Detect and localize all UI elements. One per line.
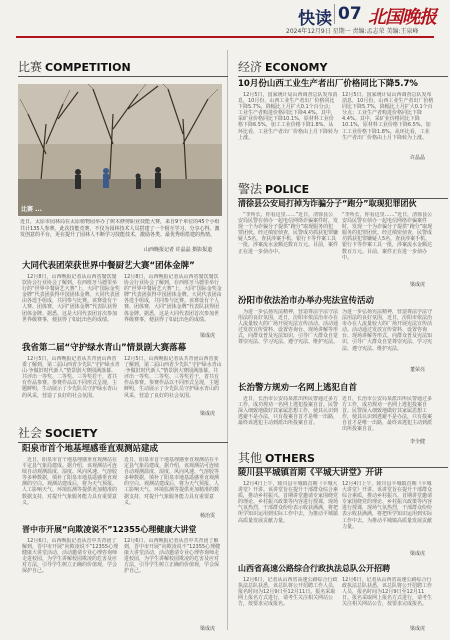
article-body: 近日，阳泉市首个地基埋感垂直观测站在平定县气象局建成。据介绍，该观测站可连续自动观测温度、湿度、风向风速、气溶胶等多种数据，填补了阳泉市地基遥感垂直观测的空白。观测站建成后，将为天气预报、人工影响天气、环境监测等提供更加精准的数据支持，对提升气象服务能力具有重要意义。 (22, 457, 118, 506)
section-header-competition (18, 58, 131, 75)
article-body-continued: 12月4日上午，陵川县平城镇首期《平城大讲堂》开讲。该讲堂旨在提升干部群众综合素质，推动乡村振兴。首期讲堂邀请专家围绕党的理论、乡村振兴政策等内容进行授课，现场气氛热烈，干部群众纷纷表示收获满满，将把所学知识运用到实际工作中去，为推动平城镇高质量发展贡献力量。 (342, 481, 433, 530)
column-divider (227, 50, 228, 630)
article-body: 12月4日上午，陵川县平城镇首期《平城大讲堂》开讲。该讲堂旨在提升干部群众综合素质，推动乡村振兴。首期讲堂邀请专家围绕党的理论、乡村振兴政策等内容进行授课，现场气氛热烈，干部群众纷纷表示收获满满，将把所学知识运用到实际工作中去，为推动平城镇高质量发展贡献力量。 (238, 481, 338, 524)
section-header-en: ECONOMY (265, 61, 328, 74)
article-author: 杨治雯 (200, 513, 216, 519)
article-body-continued: 近日，阳泉市首个地基埋感垂直观测站在平定县气象局建成。据介绍，该观测站可连续自动观测温度、湿度、风向风速、气溶胶等多种数据，填补了阳泉市地基遥感垂直观测的空白。观测站建成后，将为天气预报、人工影响天气、环境监测等提供更加精准的数据支持，对提升气象服务能力具有重要意义。 (124, 457, 220, 506)
section-header-economy (238, 58, 327, 75)
section-header-cn: 其他 (238, 451, 263, 465)
photo-caption: 近日，太原市园林局在太原植物园举办了树木修剪职业技能大赛，来自9个单位的45个小组共计135人参赛。此次技能竞赛，不仅为园林技术人员搭建了一个相互学习、分享心得、激发创意的平台，更在提升了园林人不断学习技能技术，激励各类、最优秀组搭建的热情。 (20, 219, 220, 238)
dateline: 2024年12月9日 星期一 责编:孟志荣 美编:王泉峰 (286, 28, 419, 35)
newspaper-logo: 北国晚报 (368, 7, 436, 28)
article-author: 李全健 (410, 439, 426, 445)
page-number: 07 (334, 4, 362, 24)
article-author: 梁成虎 (200, 626, 216, 632)
section-header-cn: 比赛 (18, 60, 43, 74)
article-body-continued: 12月8日，山西晚报记者从山西省餐饮餐饮协会行业协会了解到，在西班牙马德里举行的“世界中餐厨艺大赛”上，大同“国际金奖金牌”代表团获得中国团体金牌。大同代表团由各选手组成，共同参与比赛。该赛设有个人赛、团体赛，大同“团体金牌”代表队获得团体金牌。据悉，这是大同代表团首次参加世界级赛事，便获得了如此出色的成绩。 (124, 274, 222, 323)
article-author: 许晶晶 (410, 155, 426, 161)
article-body-continued: 12月5日，山西晚报记者从共青团山西省委了解到，第二届山西省少先队“守护绿水青山·争做旧时代新人”情景剧大赛圆满落幕，共评出一等奖、二等奖、三等奖若干，省共有作品参赛。参赛作品以不同形式呈现，主题鲜明，生动展示了少先队员守护绿水青山的风采，营造了良好的社会氛围。 (124, 356, 222, 399)
article-body-continued: 12月5日，国家统计局山西调查总队发布消息，10月份，山西工业生产者出厂价格同比下降5.7%，降幅比上月扩大0.1个百分点；工业生产者购进价格同比下降4.4%。其中，采矿业价格同比下降10.1%，原材料工业价格下降6.5%，加工工业价格下降1.8%。从环比看，工业生产者出厂价格由上月下降转为上涨。 (342, 92, 434, 141)
article-body: 12月5日，国家统计局山西调查总队发布消息，10月份，山西工业生产者出厂价格同比下降5.7%，降幅比上月扩大0.1个百分点；工业生产者购进价格同比下降4.4%。其中，采矿业价格同比下降10.1%，原材料工业价格下降6.5%，加工工业价格下降1.8%。从环比看，工业生产者出厂价格由上月下降转为上涨。 (238, 92, 338, 141)
article-body: 12月8日，山西晚报记者从山西省餐饮餐饮协会行业协会了解到，在西班牙马德里举行的“世界中餐厨艺大赛”上，大同“国际金奖金牌”代表团获得中国团体金牌。大同代表团由各选手组成，共同参与比赛。该赛设有个人赛、团体赛，大同“团体金牌”代表队获得团体金牌。据悉，这是大同代表团首次参加世界级赛事，便获得了如此出色的成绩。 (22, 274, 120, 323)
article-body-continued: “李所长，你看这里……”近日，清徐县公安局民警在侦办一起电信网络诈骗案件时，发现一个为诈骗分子提供“跑分”取现服务的犯罪团伙。经过缜密侦查，民警成功抓获犯罪嫌疑人5名，查获涉案手机、银行卡等作案工具一批，涉案流水金额达数百万元。目前，案件正在进一步侦办中。 (342, 212, 433, 261)
masthead-rule (16, 36, 434, 38)
article-body: “李所长，你看这里……”近日，清徐县公安局民警在侦办一起电信网络诈骗案件时，发现一个为诈骗分子提供“跑分”取现服务的犯罪团伙。经过缜密侦查，民警成功抓获犯罪嫌疑人5名，查获涉案手机、银行卡等作案工具一批，涉案流水金额达数百万元。目前，案件正在进一步侦办中。 (238, 212, 338, 255)
masthead (0, 0, 450, 38)
article-body: 12月6日，记者从山西省高速公路综合行政执法总队获悉，该总队将公开招聘工作人员，报名时间为12月9日至12月11日。报名采取网上报名方式进行，请考生关注相关网站公告，按要求完成报名。 (238, 577, 338, 608)
news-photo (18, 84, 222, 216)
article-title: 汾阳市依法治市办举办宪法宣传活动 (238, 296, 375, 306)
section-header-en: SOCIETY (45, 427, 98, 440)
article-author: 梁成虎 (200, 333, 216, 339)
article-body: 12月6日，山西晚报记者从晋中共青团了解到，晋中市开展“向欺凌说不”12355心理健康大讲堂活动，活动邀请专业心理咨询师走进校园，为学生讲解校园欺凌的危害及应对方法，引导学生树立正确的价值观，学会保护自己。 (22, 538, 119, 575)
article-body: 近日，长治市公安局某派出所民警通过多方工作，成功规劝一名网上逃犯投案自首。民警深入细致地做好其家属思想工作，使其认识到逃避不是办法，只有投案自首才是唯一出路，最终该逃犯主动到派出所投案自首。 (238, 396, 338, 427)
article-body-continued: 12月6日，记者从山西省高速公路综合行政执法总队获悉，该总队将公开招聘工作人员，报名时间为12月9日至12月11日。报名采取网上报名方式进行，请考生关注相关网站公告，按要求完成报名。 (342, 577, 433, 608)
section-header-society (18, 424, 97, 441)
section-header-cn: 警法 (238, 182, 263, 196)
article-author: 董荣亮 (410, 367, 426, 373)
article-body: 12月5日，山西晚报记者从共青团山西省委了解到，第二届山西省少先队“守护绿水青山·争做旧时代新人”情景剧大赛圆满落幕，共评出一等奖、二等奖、三等奖若干，省共有作品参赛。参赛作品以不同形式呈现，主题鲜明，生动展示了少先队员守护绿水青山的风采，营造了良好的社会氛围。 (22, 356, 120, 399)
article-author: 梁成虎 (410, 551, 426, 557)
article-author: 梁成虎 (200, 411, 216, 417)
article-author: 梁成虎 (410, 626, 426, 632)
article-body: 为进一步弘扬宪法精神，营造尊法学法守法用法的良好氛围，近日，汾阳市依法治市办在人流量较大的广场开展宪法宣传活动。活动通过发放宣传资料、设置咨询台、现场讲解等形式，向群众普及宪法知识，引导广大群众自觉尊崇宪法、学习宪法、遵守宪法、维护宪法。 (238, 309, 338, 346)
photo-tag: 比赛 ... (21, 206, 42, 213)
article-title: 10月份山西工业生产者出厂价格同比下降5.7% (238, 79, 418, 89)
article-body-continued: 12月6日，山西晚报记者从晋中共青团了解到，晋中市开展“向欺凌说不”12355心理健康大讲堂活动，活动邀请专业心理咨询师走进校园，为学生讲解校园欺凌的危害及应对方法，引导学生树立正确的价值观，学会保护自己。 (124, 538, 221, 575)
article-title: 陵川县平城镇首期《平城大讲堂》开讲 (238, 468, 383, 478)
section-header-cn: 社会 (18, 426, 43, 440)
section-header-en: COMPETITION (45, 61, 131, 74)
article-author: 梁成虎 (410, 282, 426, 288)
section-header-en: OTHERS (265, 452, 315, 465)
article-title: 长治警方规劝一名网上逃犯自首 (238, 383, 358, 393)
section-header-police (238, 180, 309, 197)
section-title: 快读 (298, 9, 332, 29)
article-title: 晋中市开展“向欺凌说不”12355心理健康大讲堂 (22, 525, 197, 534)
article-body-continued: 为进一步弘扬宪法精神，营造尊法学法守法用法的良好氛围，近日，汾阳市依法治市办在人流量较大的广场开展宪法宣传活动。活动通过发放宣传资料、设置咨询台、现场讲解等形式，向群众普及宪法知识，引导广大群众自觉尊崇宪法、学习宪法、遵守宪法、维护宪法。 (342, 309, 433, 352)
article-title: 清徐县公安局打掉为诈骗分子“跑分”取现犯罪团伙 (238, 199, 417, 208)
tree-pruning-photo (18, 84, 222, 216)
section-header-en: POLICE (265, 183, 310, 196)
article-title: 我省第二届“守护绿水青山”情景剧大赛落幕 (22, 343, 187, 353)
section-header-cn: 经济 (238, 60, 263, 74)
section-header-others (238, 449, 315, 466)
article-title: 阳泉市首个地基埋感垂直观测站建成 (22, 444, 159, 454)
article-title: 山西省高速公路综合行政执法总队公开招聘 (238, 564, 390, 573)
photo-credit: 山西晚报记者 许晶晶 摄影报道 (144, 247, 213, 253)
article-title: 大同代表团荣获世界中餐厨艺大赛“团体金牌” (22, 261, 195, 271)
article-body-continued: 近日，长治市公安局某派出所民警通过多方工作，成功规劝一名网上逃犯投案自首。民警深入细致地做好其家属思想工作，使其认识到逃避不是办法，只有投案自首才是唯一出路，最终该逃犯主动到派出所投案自首。 (342, 396, 433, 433)
